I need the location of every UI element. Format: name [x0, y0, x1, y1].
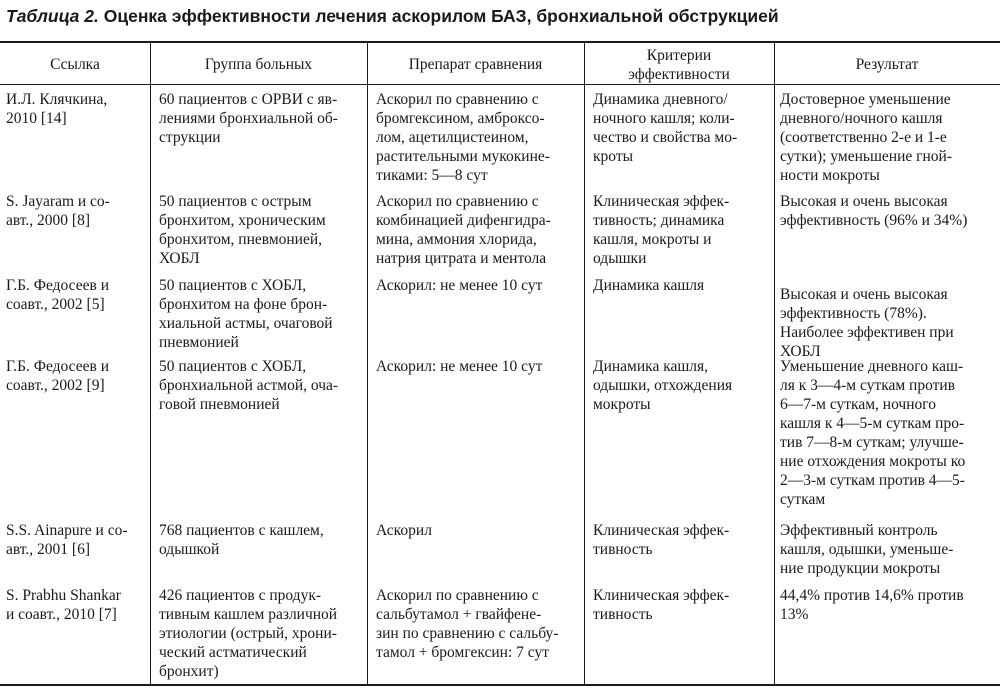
table-cell: S. Jayaram и со- авт., 2000 [8]: [6, 193, 110, 229]
table-cell: Динамика кашля, одышки, отхождения мокроты: [593, 358, 733, 413]
table-cell: 426 пациентов с продук- тивным кашлем различной этиологии (острый, хрони- ческий астматический бронхит): [159, 587, 338, 680]
table-cell: Высокая и очень высокая эффективность (96% и 34%): [780, 193, 968, 229]
table-cell: Достоверное уменьшение дневного/ночного кашля (соответственно 2-е и 1-е сутки); уменьшение гной- ности мокроты: [780, 91, 952, 184]
table-cell: Аскорил: не менее 10 сут: [376, 358, 543, 375]
column-divider: [367, 43, 368, 684]
table-cell: 50 пациентов с острым бронхитом, хроническим бронхитом, пневмонией, ХОБЛ: [159, 193, 326, 267]
table-cell: 60 пациентов с ОРВИ с яв- лениями бронхиальной об- струкции: [159, 91, 338, 146]
table-cell: 50 пациентов с ХОБЛ, бронхитом на фоне брон- хиальной астмы, очаговой пневмонией: [159, 277, 333, 351]
table-cell: Высокая и очень высокая эффективность (78%). Наиболее эффективен при ХОБЛ: [780, 286, 954, 360]
table-cell: Г.Б. Федосеев и соавт., 2002 [5]: [6, 277, 109, 313]
table-cell: Аскорил по сравнению с бромгексином, амброксо- лом, ацетилцистеином, растительными мукокине- тиками: 5—8 сут: [376, 91, 550, 184]
table-cell: Аскорил: не менее 10 сут: [376, 277, 543, 294]
header-result: Результат: [855, 56, 919, 73]
header-reference: Ссылка: [50, 56, 100, 73]
caption-label: Таблица 2.: [6, 6, 99, 26]
table-cell: Клиническая эффек- тивность; динамика кашля, мокроты и одышки: [593, 193, 730, 267]
table-cell: Уменьшение дневного каш- ля к 3—4-м суткам против 6—7-м суткам, ночного кашля к 4—5-м суткам про- тив 7—8-м суткам; улучше- ние отхождения мокроты ко 2—3-м суткам против 4—5- суткам: [780, 358, 966, 508]
header-patient-group: Группа больных: [204, 56, 313, 73]
table-cell: Аскорил по сравнению с комбинацией дифенгидра- мина, аммония хлорида, натрия цитрата и ментола: [376, 193, 551, 267]
header-comparator: Препарат сравнения: [408, 56, 543, 73]
table-cell: Клиническая эффек- тивность: [593, 522, 730, 558]
table-cell: Аскорил по сравнению с сальбутамол + гвайфене- зин по сравнению с сальбу- тамол + бромгексин: 7 сут: [376, 587, 559, 661]
caption-title: Оценка эффективности лечения аскорилом БАЗ, бронхиальной обструкцией: [103, 6, 779, 26]
table-cell: 44,4% против 14,6% против 13%: [780, 587, 964, 623]
header-criteria: Критерии эффективности: [628, 47, 730, 83]
table-cell: И.Л. Клячкина, 2010 [14]: [6, 91, 108, 127]
table-cell: Аскорил: [376, 522, 432, 539]
column-divider: [584, 43, 585, 684]
table-caption: [6, 6, 779, 27]
table-cell: 768 пациентов с кашлем, одышкой: [159, 522, 324, 558]
table-cell: Клиническая эффек- тивность: [593, 587, 730, 623]
column-divider: [774, 43, 775, 684]
table-cell: S. Prabhu Shankar и соавт., 2010 [7]: [6, 587, 121, 623]
table-cell: 50 пациентов с ХОБЛ, бронхиальной астмой, оча- говой пневмонией: [159, 358, 339, 413]
table-cell: Динамика кашля: [593, 277, 705, 294]
table-cell: Г.Б. Федосеев и соавт., 2002 [9]: [6, 358, 109, 394]
table-bottom-rule: [0, 684, 1000, 686]
column-divider: [150, 43, 151, 684]
table-cell: S.S. Ainapure и со- авт., 2001 [6]: [6, 522, 128, 558]
table-cell: Эффективный контроль кашля, одышки, уменьше- ние продукции мокроты: [780, 522, 954, 577]
table-cell: Динамика дневного/ ночного кашля; коли- чество и свойства мо- кроты: [593, 91, 738, 165]
